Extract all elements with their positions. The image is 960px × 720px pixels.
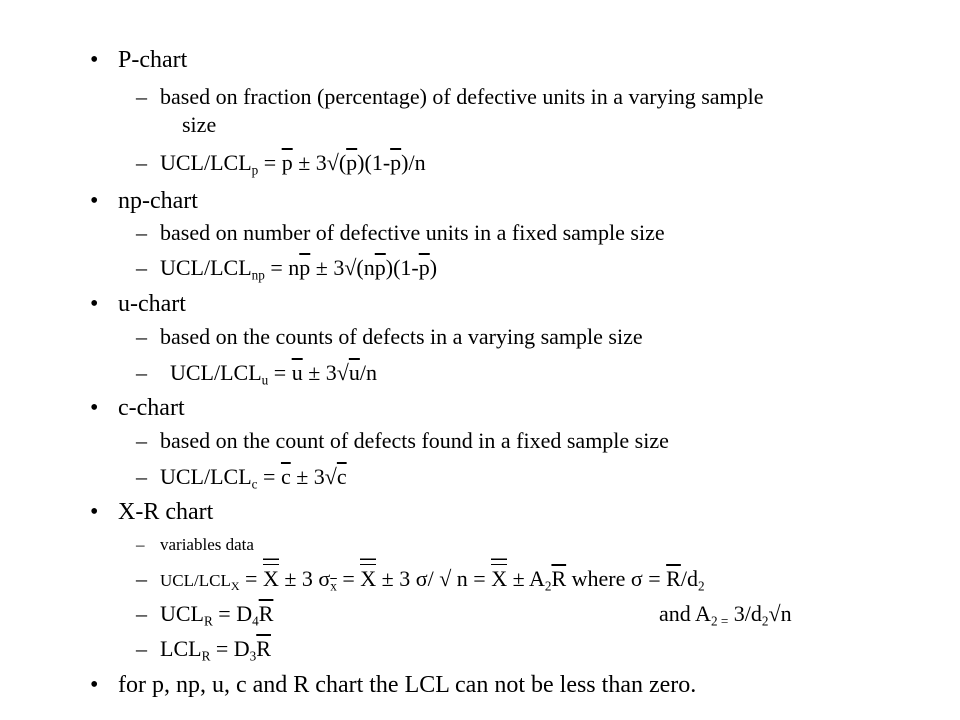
p-bar: $\overline{p}$ [374,255,386,280]
dash-mark: – [136,360,147,385]
sigma-sub: x [330,578,337,594]
np-chart-formula-text [160,255,438,283]
formula-sub: 2 [697,578,705,594]
x-double-bar: X [491,566,508,591]
xr-chart-title: X-R chart [118,499,214,525]
r-bar: $\overline{R}$ [258,601,274,626]
formula-sub: 2 [761,613,769,629]
dash-mark: – [136,636,147,661]
formula-sub: c [251,476,258,492]
p-bar: $\overline{p}$ [346,150,358,175]
formula-sub: 2 [544,578,552,594]
x-double-bar: X [262,566,279,591]
xr-formula-ucl-r-text [160,601,274,629]
dash-mark: – [136,84,147,109]
formula-eq: = D [212,601,253,626]
formula-eq: = [239,566,263,591]
formula-sub: p [251,162,259,178]
formula-lhs: UCL [160,601,204,626]
formula-lhs: LCL [160,636,202,661]
formula-lhs: UCL/LCL [160,464,252,489]
p-bar: $\overline{p}$ [418,255,430,280]
formula-sub: 4 [252,613,259,629]
formula-sub: 3 [249,648,257,664]
formula-sub: u [261,372,269,388]
u-chart-title: u-chart [118,291,186,317]
p-chart-desc-cont: size [182,112,217,137]
formula-end: /n [359,360,377,385]
c-bar: $\overline{c}$ [280,464,291,489]
p-chart-formula-text [160,150,426,178]
bullet-mark: • [90,47,99,73]
formula-sub: np [251,267,265,283]
formula-and: and A [659,601,711,626]
formula-mid: ± 3√ [302,360,349,385]
c-bar: c [336,464,347,489]
p-bar: $\overline{p}$ [299,255,311,280]
dash-mark: – [136,255,147,280]
p-bar: $\overline{p}$ [390,150,402,175]
formula-eq: = D [210,636,250,661]
bullet-mark: • [90,499,99,525]
formula-where: where σ = [566,566,667,591]
u-bar: u [348,360,360,385]
formula-mid: ± 3√ [290,464,337,489]
c-chart-title: c-chart [118,395,185,421]
u-chart-formula-text [170,360,377,388]
dash-mark: – [136,464,147,489]
c-chart-formula-text [160,464,347,492]
formula-sub: R [201,648,211,664]
xr-formula-ucl-lcl-text [160,566,705,594]
xr-formula-lcl-r-text [160,636,271,664]
np-chart-title: np-chart [118,188,198,214]
u-chart-desc: based on the counts of defects in a varying sample size [160,324,643,349]
x-double-bar: X [360,566,377,591]
formula-eq: = [257,464,281,489]
formula-lhs: UCL/LCL [160,571,231,590]
formula-mid: )(1- [357,150,391,175]
formula-lhs: UCL/LCL [160,255,252,280]
formula-mid: ± 3√(n [310,255,375,280]
formula-lhs: UCL/LCL [160,150,252,175]
p-bar: $\overline{p}$ [281,150,293,175]
formula-eq: = n [264,255,300,280]
formula-eq: = [268,360,292,385]
dash-mark: – [136,150,147,175]
formula-d: /d [680,566,698,591]
formula-mid: ± A [507,566,545,591]
dash-mark: – [136,324,147,349]
formula-end: ) [429,255,438,280]
formula-mid: ± 3 σ/ √ n = [376,566,492,591]
xr-formula-a2 [659,601,792,629]
dash-mark: – [136,220,147,245]
dash-mark: – [136,566,147,591]
bullet-mark: • [90,395,99,421]
formula-end: )/n [401,150,426,175]
formula-eq: = [258,150,282,175]
formula-sub: 2 = [710,613,729,629]
bullet-mark: • [90,188,99,214]
formula-eq: = [336,566,361,591]
bullet-mark: • [90,291,99,317]
formula-mid: )(1- [385,255,419,280]
r-bar: $\overline{R}$ [666,566,681,591]
formula-lhs: UCL/LCL [170,360,262,385]
formula-mid: ± 3√( [292,150,347,175]
np-chart-desc: based on number of defective units in a fixed sample size [160,220,665,245]
bullet-mark: • [90,672,99,698]
formula-sub: R [204,613,213,629]
r-bar: $\overline{R}$ [551,566,567,591]
p-chart-title: P-chart [118,47,188,73]
dash-mark: – [136,601,147,626]
xr-variables-data: variables data [160,535,254,554]
dash-mark: – [136,535,145,554]
formula-mid: ± 3 σ [278,566,331,591]
c-chart-desc: based on the count of defects found in a fixed sample size [160,428,669,453]
dash-mark: – [136,428,147,453]
formula-sub: X [230,579,240,594]
lcl-note: for p, np, u, c and R chart the LCL can not be less than zero. [118,672,697,698]
u-bar: $\overline{u}$ [291,360,303,385]
p-chart-desc: based on fraction (percentage) of defective units in a varying sample [160,84,764,109]
formula-rest: 3/d [728,601,762,626]
r-bar: $\overline{R}$ [256,636,271,661]
formula-end: √n [768,601,792,626]
